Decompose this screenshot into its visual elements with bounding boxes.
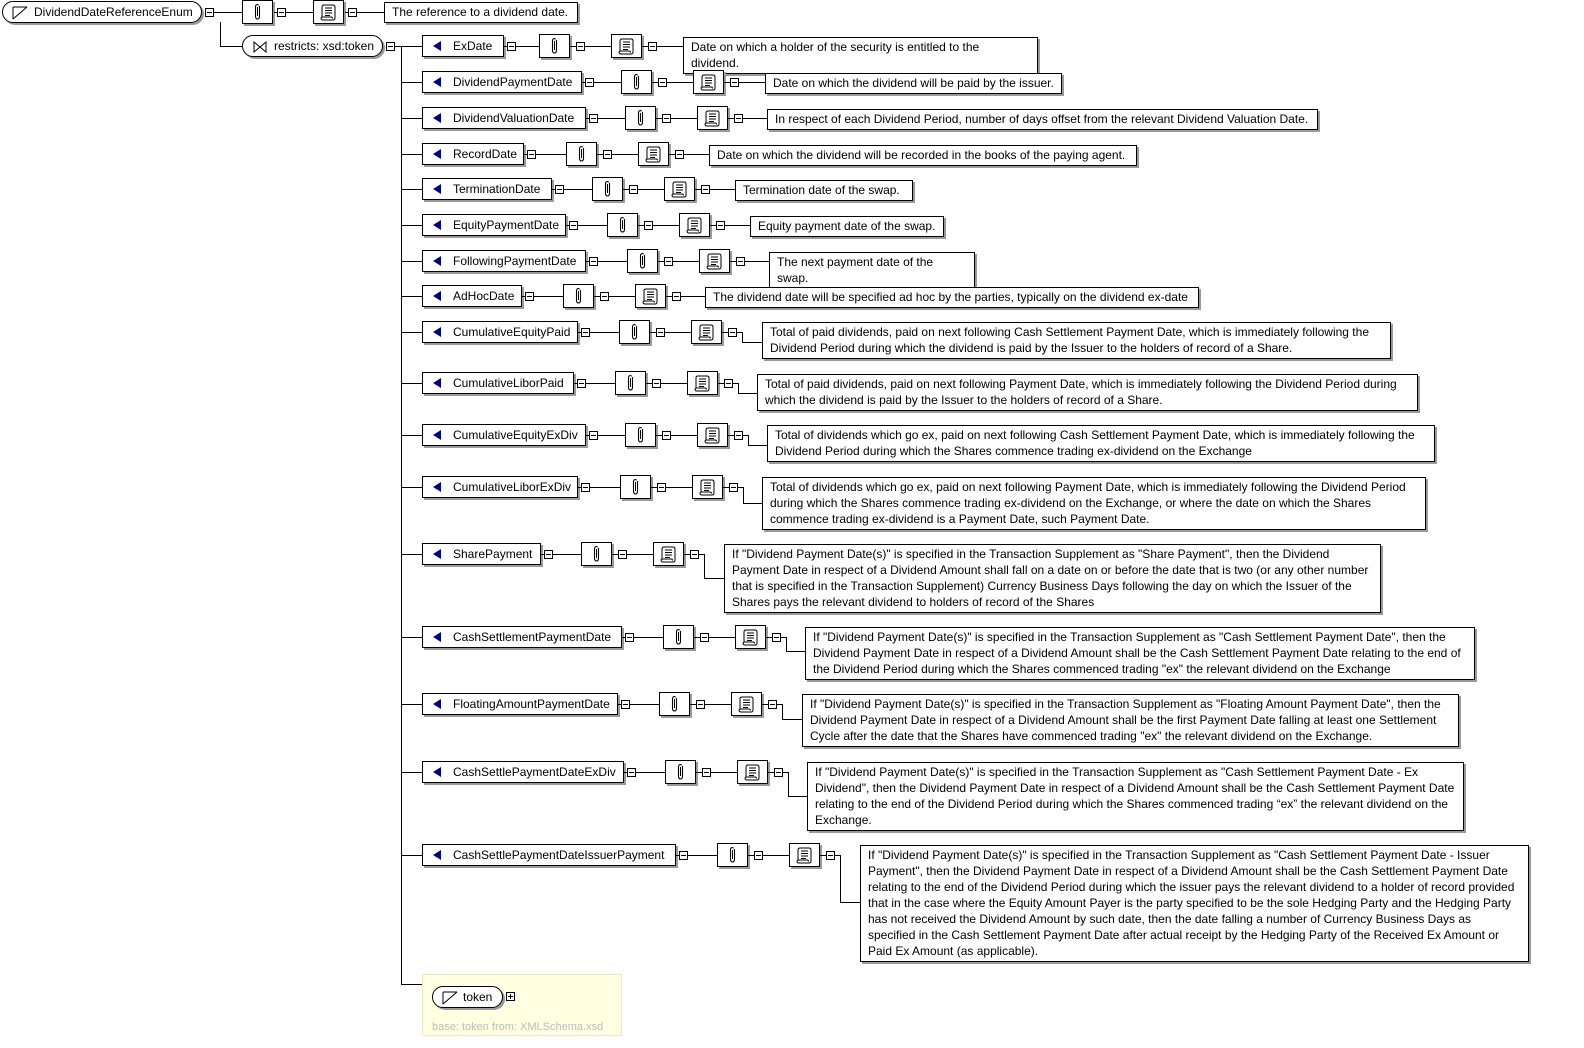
annotation-collapse-toggle[interactable]: [618, 550, 627, 559]
enumeration-icon: [433, 41, 441, 51]
enumeration-icon: [433, 77, 441, 87]
enum-cumulativeliborpaid[interactable]: [422, 372, 574, 394]
enum-label: FollowingPaymentDate: [453, 254, 577, 268]
annotation-collapse-toggle[interactable]: [603, 150, 612, 159]
connector-line: [220, 46, 243, 47]
enum-documentation: [802, 694, 1459, 747]
doc-collapse-toggle[interactable]: [716, 221, 725, 230]
enum-cashsettlepaymentdateissuerpayment[interactable]: [422, 844, 676, 866]
documentation-icon[interactable]: [664, 177, 695, 201]
connector-line: [742, 342, 762, 343]
enum-dividendvaluationdate[interactable]: [422, 107, 586, 129]
enum-collapse-toggle[interactable]: [581, 483, 590, 492]
enum-cumulativeequitypaid[interactable]: [422, 321, 578, 343]
connector-line: [357, 12, 384, 13]
enum-documentation: [767, 109, 1318, 130]
connector-line: [705, 704, 731, 705]
connector-line: [286, 12, 313, 13]
enum-documentation: [735, 180, 913, 201]
doc-line: Dividend Period during which the dividend is paid by the Issuer to the holders of record of a Share.: [770, 341, 1293, 355]
enum-documentation: [750, 216, 944, 237]
documentation-icon[interactable]: [789, 843, 820, 867]
doc-collapse-toggle[interactable]: [701, 185, 710, 194]
connector-line: [786, 651, 805, 652]
connector-line: [788, 772, 789, 797]
doc-line: Total of dividends which go ex, paid on next following Cash Settlement Payment Date, which is immediately following the: [775, 428, 1415, 442]
enumeration-icon: [433, 549, 441, 559]
enum-cumulativeequityexdiv[interactable]: [422, 424, 586, 446]
connector-line: [745, 261, 769, 262]
attachment-icon[interactable]: [621, 70, 652, 94]
enum-collapse-toggle[interactable]: [679, 851, 688, 860]
connector-line: [634, 637, 663, 638]
enumeration-icon: [433, 430, 441, 440]
connector-line: [401, 46, 422, 47]
enumeration-icon: [433, 632, 441, 642]
connector-line: [214, 12, 242, 13]
documentation-icon[interactable]: [693, 70, 724, 94]
connector-line: [711, 772, 737, 773]
connector-line: [840, 855, 841, 903]
annotation-collapse-toggle[interactable]: [576, 42, 585, 51]
doc-line: Shares pays the relevant dividend to holders of record of the Shares: [732, 595, 1095, 609]
enum-label: CumulativeLiborPaid: [453, 376, 564, 390]
base-type-label: token: [463, 990, 493, 1004]
enum-collapse-toggle[interactable]: [581, 328, 590, 337]
connector-line: [401, 855, 422, 856]
enum-sharepayment[interactable]: [422, 543, 541, 565]
enum-documentation: [767, 425, 1435, 462]
annotation-collapse-toggle[interactable]: [656, 328, 665, 337]
documentation-icon[interactable]: [679, 213, 710, 237]
doc-line: Payment Date in respect of a Dividend Amount shall fall on a date on or before the date that is two (or any other number: [732, 563, 1369, 577]
enum-terminationdate[interactable]: [422, 178, 552, 200]
connector-line: [709, 637, 735, 638]
connector-line: [710, 189, 735, 190]
doc-collapse-toggle[interactable]: [826, 851, 835, 860]
connector-line: [782, 719, 802, 720]
connector-line: [594, 82, 621, 83]
doc-line: If "Dividend Payment Date(s)" is specified in the Transaction Supplement as "Cash Settlement Payment Date - Ex: [815, 765, 1419, 779]
enum-collapse-toggle[interactable]: [525, 292, 534, 301]
connector-line: [401, 637, 422, 638]
doc-line: Date on which the dividend will be recorded in the books of the paying agent.: [717, 148, 1126, 162]
attachment-icon[interactable]: [665, 760, 696, 784]
attachment-icon[interactable]: [242, 0, 273, 24]
attachment-icon[interactable]: [627, 249, 658, 273]
enum-documentation: [807, 762, 1464, 831]
doc-line: If "Dividend Payment Date(s)" is specified in the Transaction Supplement as "Cash Settlement Payment Date - Issuer: [868, 848, 1490, 862]
attachment-icon[interactable]: [592, 177, 623, 201]
annotation-collapse-toggle[interactable]: [664, 257, 673, 266]
enum-label: CashSettlePaymentDateIssuerPayment: [453, 848, 665, 862]
doc-collapse-toggle[interactable]: [348, 8, 357, 17]
enum-cashsettlementpaymentdate[interactable]: [422, 626, 622, 648]
connector-line: [840, 902, 860, 903]
enumeration-icon: [433, 767, 441, 777]
restriction-node[interactable]: [242, 35, 383, 57]
connector-line: [553, 554, 581, 555]
enum-label: FloatingAmountPaymentDate: [453, 697, 610, 711]
connector-line: [636, 772, 665, 773]
doc-line: If "Dividend Payment Date(s)" is specified in the Transaction Supplement as "Cash Settlement Payment Date", then the: [813, 630, 1446, 644]
enumeration-icon: [433, 113, 441, 123]
connector-line: [401, 772, 422, 773]
doc-line: has not received the Dividend Amount by such date, then the date falling a number of Currency Business Days as: [868, 912, 1472, 926]
connector-line: [401, 46, 402, 975]
connector-line: [739, 82, 765, 83]
doc-line: Date on which a holder of the security is entitled to the dividend.: [691, 40, 980, 70]
enum-collapse-toggle[interactable]: [555, 185, 564, 194]
connector-line: [743, 503, 762, 504]
doc-line: The dividend date will be specified ad hoc by the parties, typically on the dividend ex-date: [713, 290, 1188, 304]
attachment-icon[interactable]: [539, 34, 570, 58]
enum-followingpaymentdate[interactable]: [422, 250, 586, 272]
enum-documentation: [765, 73, 1062, 94]
enum-label: TerminationDate: [453, 182, 541, 196]
simple-type-icon: [12, 6, 28, 20]
annotation-collapse-toggle[interactable]: [629, 185, 638, 194]
documentation-icon[interactable]: [691, 320, 722, 344]
doc-line: Equity payment date of the swap.: [758, 219, 936, 233]
doc-collapse-toggle[interactable]: [768, 700, 777, 709]
doc-line: that is specified in the Transaction Supplement) Currency Business Days following the day on which the Issuer of the: [732, 579, 1352, 593]
restriction-icon: [253, 41, 267, 53]
connector-line: [590, 332, 619, 333]
enum-documentation: [762, 477, 1426, 530]
doc-line: Payment", then the Dividend Payment Date in respect of a Dividend Amount shall be the Cash Settlement Payment Date: [868, 864, 1508, 878]
enumeration-icon: [433, 850, 441, 860]
connector-line: [748, 445, 767, 446]
connector-line: [401, 225, 422, 226]
connector-line: [401, 487, 422, 488]
documentation-icon[interactable]: [697, 423, 728, 447]
enum-cashsettlepaymentdateexdiv[interactable]: [422, 761, 624, 783]
enum-collapse-toggle[interactable]: [577, 379, 586, 388]
doc-line: Total of dividends which go ex, paid on next following Payment Date, which is immediately following the Dividend Period: [770, 480, 1406, 494]
enum-label: CumulativeEquityPaid: [453, 325, 571, 339]
connector-line: [671, 118, 697, 119]
enumeration-icon: [433, 699, 441, 709]
connector-line: [401, 332, 422, 333]
doc-line: Dividend", then the Dividend Payment Date in respect of a Dividend Amount shall be the Cash Settlement Payment Date: [815, 781, 1455, 795]
doc-line: relating to the end of the Dividend Period during which the issuer pays the relevant dividend to a holder of record provided: [868, 880, 1515, 894]
connector-line: [788, 796, 807, 797]
doc-collapse-toggle[interactable]: [734, 114, 743, 123]
documentation-icon[interactable]: [313, 0, 344, 24]
connector-line: [661, 383, 687, 384]
connector-line: [401, 435, 422, 436]
doc-collapse-toggle[interactable]: [672, 292, 681, 301]
enum-documentation: [860, 845, 1529, 962]
doc-line: relating to the end of the Dividend Period during which the Shares commenced trading “ex” the relevant dividend on the: [815, 797, 1449, 811]
annotation-collapse-toggle[interactable]: [277, 8, 286, 17]
connector-line: [665, 332, 691, 333]
documentation-icon[interactable]: [635, 284, 666, 308]
connector-line: [653, 225, 679, 226]
doc-line: which the dividend is paid by the Issuer to the holders of record of a Share.: [765, 393, 1163, 407]
connector-line: [220, 22, 221, 47]
root-collapse-toggle[interactable]: [205, 8, 214, 17]
enumeration-icon: [433, 291, 441, 301]
enum-documentation: [805, 627, 1475, 680]
enum-label: CashSettlePaymentDateExDiv: [453, 765, 616, 779]
attachment-icon[interactable]: [625, 106, 656, 130]
connector-line: [763, 855, 789, 856]
attachment-icon[interactable]: [566, 142, 597, 166]
enum-label: CumulativeLiborExDiv: [453, 480, 572, 494]
connector-line: [401, 554, 422, 555]
enum-documentation: [709, 145, 1137, 166]
doc-line: during which the Shares commence trading ex-dividend on the Exchange, or where the date on which the Shares: [770, 496, 1372, 510]
enumeration-icon: [433, 327, 441, 337]
base-type-node[interactable]: [432, 986, 503, 1008]
enum-collapse-toggle[interactable]: [627, 768, 636, 777]
base-type-note: base: token from: XMLSchema.xsd: [432, 1021, 604, 1033]
annotation-collapse-toggle[interactable]: [700, 633, 709, 642]
attachment-icon[interactable]: [615, 371, 646, 395]
enum-label: EquityPaymentDate: [453, 218, 560, 232]
connector-line: [534, 296, 563, 297]
connector-line: [401, 261, 422, 262]
enum-label: CashSettlementPaymentDate: [453, 630, 612, 644]
root-simple-type[interactable]: [2, 1, 202, 23]
enum-collapse-toggle[interactable]: [625, 633, 634, 642]
enumeration-icon: [433, 184, 441, 194]
enum-documentation: [757, 374, 1418, 411]
connector-line: [630, 704, 659, 705]
doc-collapse-toggle[interactable]: [734, 431, 743, 440]
doc-collapse-toggle[interactable]: [690, 550, 699, 559]
attachment-icon[interactable]: [619, 320, 650, 344]
documentation-icon[interactable]: [611, 34, 642, 58]
enum-collapse-toggle[interactable]: [585, 78, 594, 87]
connector-line: [598, 261, 627, 262]
annotation-collapse-toggle[interactable]: [652, 379, 661, 388]
enum-documentation: [705, 287, 1199, 308]
doc-line: Termination date of the swap.: [743, 183, 900, 197]
restriction-collapse-toggle[interactable]: [386, 42, 395, 51]
doc-line: The next payment date of the swap.: [777, 255, 934, 285]
connector-line: [586, 383, 615, 384]
doc-line: Date on which the dividend will be paid by the issuer.: [773, 76, 1054, 90]
connector-line: [401, 984, 423, 985]
doc-line: The reference to a dividend date.: [392, 5, 569, 19]
documentation-icon[interactable]: [737, 760, 768, 784]
enum-documentation: [724, 544, 1381, 613]
doc-line: Dividend Period during which the Shares commence trading ex-dividend on the Exchange: [775, 444, 1252, 458]
connector-line: [598, 118, 625, 119]
connector-line: [667, 82, 693, 83]
attachment-icon[interactable]: [581, 542, 612, 566]
doc-line: Cycle after the date that the Shares have commenced trading "ex" the relevant dividend on the Exchange.: [810, 729, 1373, 743]
documentation-icon[interactable]: [638, 142, 669, 166]
attachment-icon[interactable]: [620, 475, 651, 499]
enumeration-icon: [433, 149, 441, 159]
simple-type-icon: [442, 991, 458, 1005]
connector-line: [704, 578, 724, 579]
connector-line: [725, 225, 750, 226]
connector-line: [638, 189, 664, 190]
doc-line: If "Dividend Payment Date(s)" is specified in the Transaction Supplement as "Share Payment", then the Dividend: [732, 547, 1330, 561]
expand-toggle[interactable]: [506, 992, 515, 1001]
doc-line: specified in the Cash Settlement Payment Date after actual receipt by the Hedging Party of the Received Ex Amount or: [868, 928, 1500, 942]
annotation-collapse-toggle[interactable]: [662, 114, 671, 123]
connector-line: [536, 154, 566, 155]
connector-line: [609, 296, 635, 297]
annotation-collapse-toggle[interactable]: [600, 292, 609, 301]
connector-line: [401, 296, 422, 297]
annotation-collapse-toggle[interactable]: [702, 768, 711, 777]
enumeration-icon: [433, 378, 441, 388]
enum-label: RecordDate: [453, 147, 518, 161]
enum-label: AdHocDate: [453, 289, 515, 303]
doc-line: Exchange.: [815, 813, 872, 827]
documentation-icon[interactable]: [692, 475, 723, 499]
connector-line: [627, 554, 653, 555]
annotation-collapse-toggle[interactable]: [644, 221, 653, 230]
enum-label: CumulativeEquityExDiv: [453, 428, 578, 442]
enumeration-icon: [433, 220, 441, 230]
attachment-icon[interactable]: [659, 692, 690, 716]
enum-documentation: [762, 322, 1391, 359]
connector-line: [681, 296, 705, 297]
doc-line: In respect of each Dividend Period, number of days offset from the relevant Dividend Valuation Date.: [775, 112, 1309, 126]
connector-line: [401, 383, 422, 384]
doc-collapse-toggle[interactable]: [729, 483, 738, 492]
documentation-icon[interactable]: [687, 371, 718, 395]
attachment-icon[interactable]: [563, 284, 594, 308]
doc-line: commence trading ex-dividend is a Payment Date, such Payment Date.: [770, 512, 1150, 526]
connector-line: [782, 704, 783, 720]
connector-line: [666, 487, 692, 488]
attachment-icon[interactable]: [607, 213, 638, 237]
connector-line: [590, 487, 620, 488]
enum-label: DividendValuationDate: [453, 111, 575, 125]
connector-line: [673, 261, 699, 262]
connector-line: [743, 118, 767, 119]
annotation-collapse-toggle[interactable]: [696, 700, 705, 709]
enum-collapse-toggle[interactable]: [544, 550, 553, 559]
attachment-icon[interactable]: [663, 625, 694, 649]
enumeration-icon: [433, 482, 441, 492]
enum-recorddate[interactable]: [422, 143, 524, 165]
doc-line: Paid Ex Amount (as applicable).: [868, 944, 1039, 958]
annotation-collapse-toggle[interactable]: [657, 483, 666, 492]
documentation-icon[interactable]: [731, 692, 762, 716]
enumeration-icon: [433, 256, 441, 266]
enum-adhocdate[interactable]: [422, 285, 522, 307]
connector-line: [516, 46, 539, 47]
connector-line: [585, 46, 611, 47]
connector-line: [401, 118, 422, 119]
enum-collapse-toggle[interactable]: [589, 114, 598, 123]
doc-collapse-toggle[interactable]: [730, 78, 739, 87]
connector-line: [401, 154, 422, 155]
connector-line: [688, 855, 717, 856]
attachment-icon[interactable]: [717, 843, 748, 867]
connector-line: [401, 189, 422, 190]
doc-line: that in the case where the Equity Amount Payer is the party specified to be the sole Hedging Party and the Hedging Party: [868, 896, 1512, 910]
doc-collapse-toggle[interactable]: [736, 257, 745, 266]
annotation-collapse-toggle[interactable]: [662, 431, 671, 440]
annotation-collapse-toggle[interactable]: [658, 78, 667, 87]
connector-line: [738, 393, 757, 394]
documentation-icon[interactable]: [735, 625, 766, 649]
doc-line: Total of paid dividends, paid on next following Cash Settlement Payment Date, which is immediately following the: [770, 325, 1369, 339]
enum-collapse-toggle[interactable]: [589, 431, 598, 440]
doc-collapse-toggle[interactable]: [675, 150, 684, 159]
enum-floatingamountpaymentdate[interactable]: [422, 693, 618, 715]
connector-line: [612, 154, 638, 155]
enum-exdate[interactable]: [422, 35, 504, 57]
root-label: DividendDateReferenceEnum: [34, 5, 193, 19]
connector-line: [401, 82, 422, 83]
enum-documentation: [683, 37, 1038, 74]
connector-line: [578, 225, 607, 226]
connector-line: [564, 189, 592, 190]
documentation-icon[interactable]: [697, 106, 728, 130]
doc-collapse-toggle[interactable]: [728, 328, 737, 337]
connector-line: [704, 554, 705, 579]
documentation-icon[interactable]: [653, 542, 684, 566]
connector-line: [671, 435, 697, 436]
connector-line: [401, 704, 422, 705]
doc-line: Dividend Payment Date in respect of a Dividend Amount shall be the first Payment Date falling at least one Settlement: [810, 713, 1437, 727]
enum-collapse-toggle[interactable]: [527, 150, 536, 159]
doc-line: Dividend Payment Date in respect of a Dividend Amount shall be the Cash Settlement Payment Date relating to the end of: [813, 646, 1461, 660]
documentation-icon[interactable]: [699, 249, 730, 273]
doc-line: If "Dividend Payment Date(s)" is specified in the Transaction Supplement as "Floating Amount Payment Date", then the: [810, 697, 1441, 711]
connector-line: [684, 154, 709, 155]
enum-collapse-toggle[interactable]: [621, 700, 630, 709]
connector-line: [743, 487, 744, 504]
enum-cumulativeliborexdiv[interactable]: [422, 476, 578, 498]
doc-line: the Dividend Period during which the Shares commenced trading "ex" the relevant dividend on the Exchange: [813, 662, 1391, 676]
doc-collapse-toggle[interactable]: [648, 42, 657, 51]
enum-equitypaymentdate[interactable]: [422, 214, 566, 236]
enum-label: DividendPaymentDate: [453, 75, 573, 89]
enum-dividendpaymentdate[interactable]: [422, 71, 582, 93]
restriction-label: restricts: xsd:token: [274, 39, 375, 53]
enum-collapse-toggle[interactable]: [589, 257, 598, 266]
doc-line: Total of paid dividends, paid on next following Payment Date, which is immediately following the Dividend Period during: [765, 377, 1397, 391]
annotation-collapse-toggle[interactable]: [754, 851, 763, 860]
root-documentation: [384, 2, 578, 23]
enum-label: SharePayment: [453, 547, 533, 561]
connector-line: [657, 46, 683, 47]
enum-label: ExDate: [453, 39, 493, 53]
enum-documentation: [769, 252, 975, 289]
doc-collapse-toggle[interactable]: [774, 768, 783, 777]
enum-collapse-toggle[interactable]: [569, 221, 578, 230]
enum-collapse-toggle[interactable]: [507, 42, 516, 51]
attachment-icon[interactable]: [625, 423, 656, 447]
connector-line: [786, 637, 787, 652]
connector-line: [598, 435, 625, 436]
base-type-panel: [422, 974, 622, 1036]
doc-collapse-toggle[interactable]: [724, 379, 733, 388]
doc-collapse-toggle[interactable]: [772, 633, 781, 642]
